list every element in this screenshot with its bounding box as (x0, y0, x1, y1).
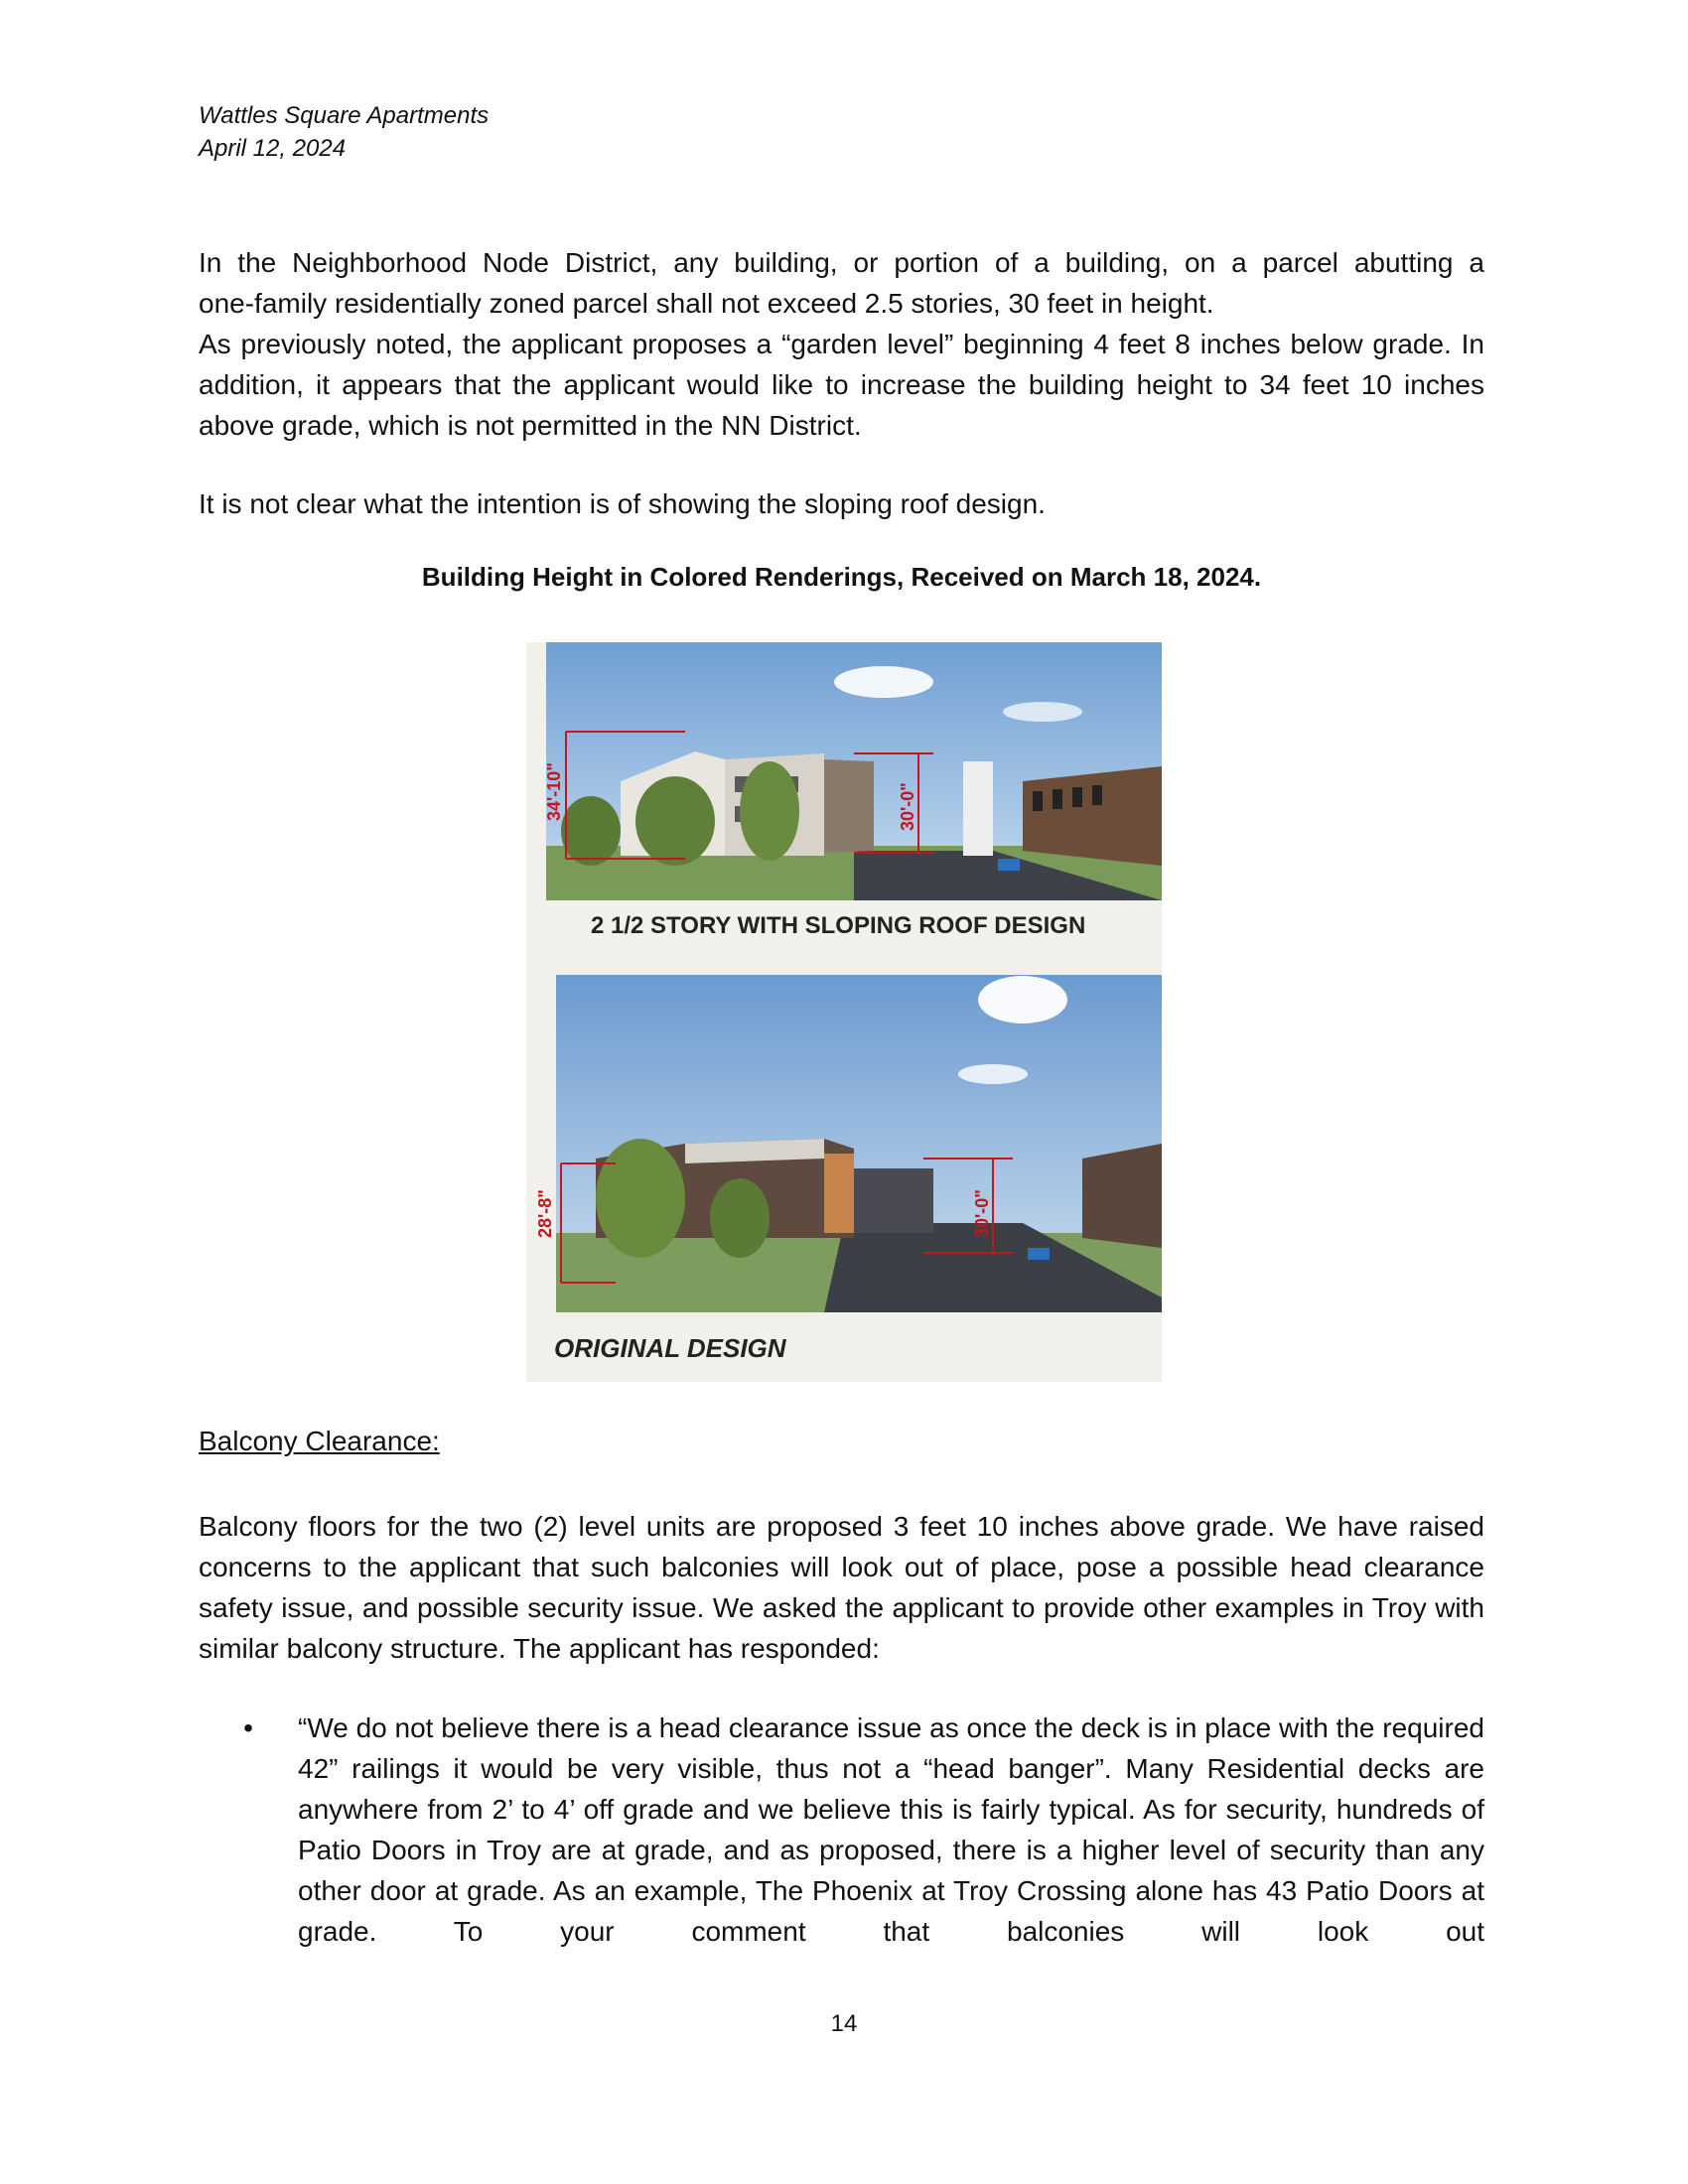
section-heading: Balcony Clearance: (199, 1426, 440, 1456)
figure-caption: Building Height in Colored Renderings, Received on March 18, 2024. (421, 562, 1262, 592)
top-panel-title: 2 1/2 STORY WITH SLOPING ROOF DESIGN (591, 912, 1086, 939)
rendering-photo (526, 642, 1162, 1382)
balcony-section (199, 1506, 1484, 1669)
balcony-heading-wrap (199, 1426, 1484, 1457)
paragraph: It is not clear what the intention is of showing the sloping roof design. (199, 488, 1046, 519)
bottom-dim-left: 28'-8" (535, 1189, 555, 1238)
bottom-dim-right: 30'-0" (972, 1189, 992, 1238)
top-dim-right: 30'-0" (898, 782, 917, 831)
top-rendering-panel (544, 642, 1162, 960)
height-section (199, 242, 1484, 446)
document-title: Wattles Square Apartments (199, 102, 490, 129)
bottom-rendering-panel (535, 975, 1162, 1363)
figure-caption-wrap (199, 562, 1484, 593)
document-date: April 12, 2024 (199, 135, 347, 162)
page-header (199, 99, 1484, 165)
paragraph-line: In the Neighborhood Node District, any building, or portion of a building, on a parcel abutting a (199, 247, 1484, 278)
paragraph-line: one-family residentially zoned parcel shall not exceed 2.5 stories, 30 feet in height. (199, 288, 1214, 319)
bullet-list-item (199, 1707, 1484, 1952)
page-number: 14 (830, 2010, 858, 2037)
roof-note (199, 483, 1484, 524)
paragraph: Balcony floors for the two (2) level units are proposed 3 feet 10 inches above grade. We have raised concerns to the applicant that such balconies will look out of place, pose a possible head clearance safety issue, and possible security issue. We asked the applicant to provide other examples in Troy with similar balcony structure. The applicant has responded: (199, 1511, 1484, 1664)
bullet-marker: • (243, 1712, 253, 1743)
top-dim-left: 34'-10" (544, 762, 564, 821)
paragraph: As previously noted, the applicant proposes a “garden level” beginning 4 feet 8 inches below grade. In addition, it appears that the applicant would like to increase the building height to 34 feet 10 inches above grade, which is not permitted in the NN District. (199, 329, 1484, 441)
bullet-text: “We do not believe there is a head clearance issue as once the deck is in place with the required 42” railings it would be very visible, thus not a “head banger”. Many Residential decks are anywhere from 2’ to 4’ off grade and we believe this is fairly typical. As for security, hundreds of Patio Doors in Troy are at grade, and as proposed, there is a higher level of security than any other door at grade. As an example, The Phoenix at Troy Crossing alone has 43 Patio Doors at grade. To your comment that balconies will look out (298, 1712, 1484, 1947)
bottom-panel-title: ORIGINAL DESIGN (554, 1333, 786, 1363)
